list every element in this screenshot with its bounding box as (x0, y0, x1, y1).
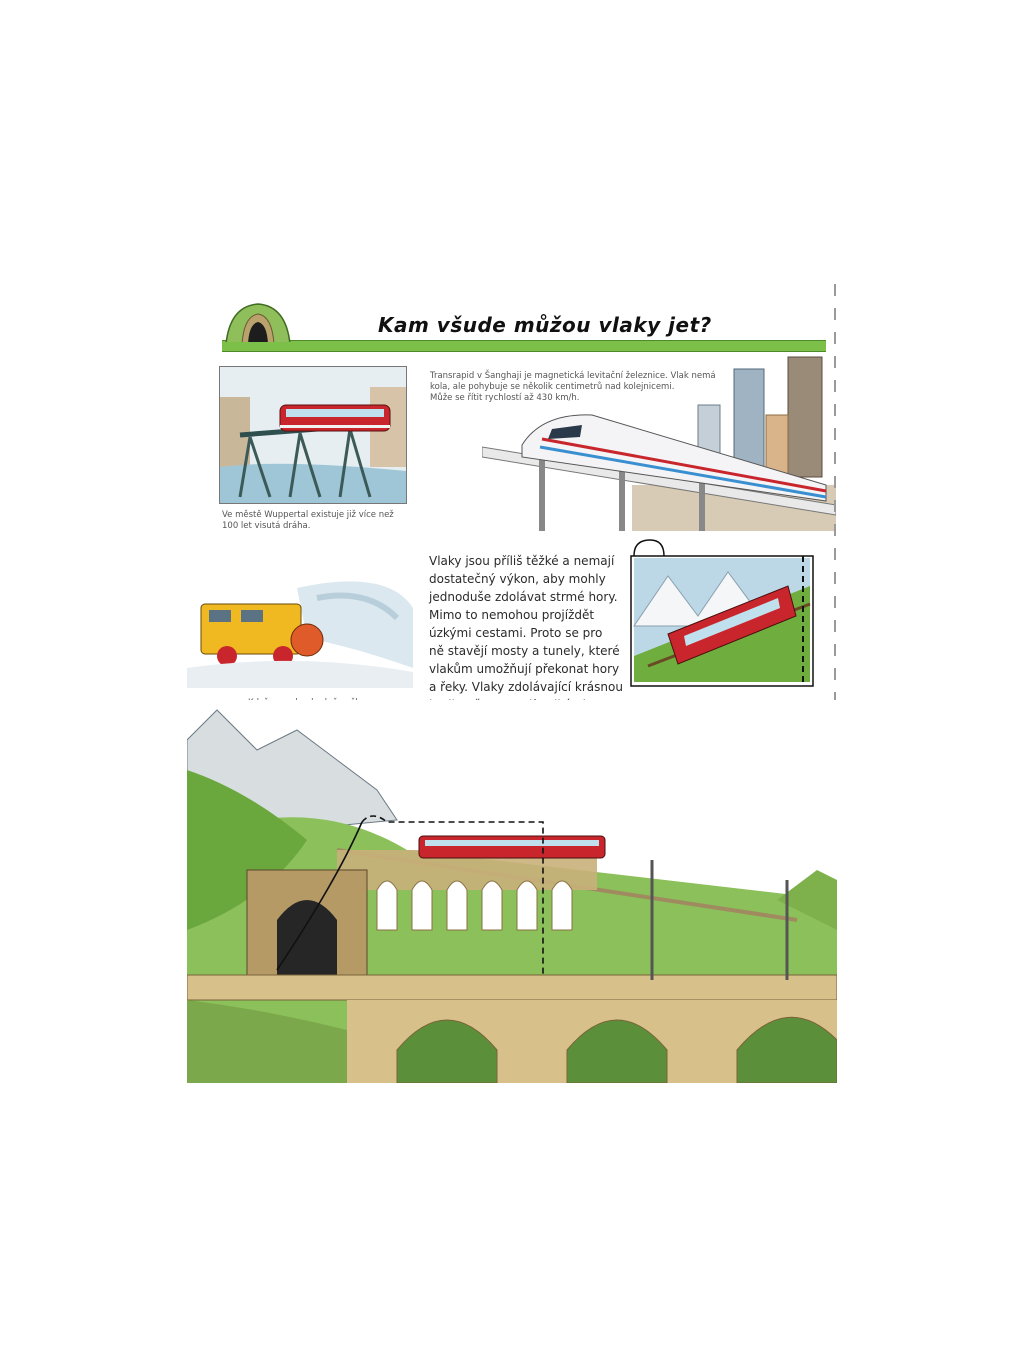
paragraph-line: Vlaky jsou příliš těžké a nemají (429, 554, 615, 568)
page-title: Kam všude můžou vlaky jet? (378, 313, 712, 337)
caption-line: Transrapid v Šanghaji je magnetická levitační železnice. Vlak nemá (430, 371, 716, 381)
paragraph-line: dostatečný výkon, aby mohly (429, 572, 606, 586)
tunnel-icon (222, 300, 294, 348)
wuppertal-suspension-railway-illustration (219, 366, 407, 504)
wuppertal-caption (222, 510, 394, 532)
caption-line: Může se řítit rychlostí až 430 km/h. (430, 393, 580, 403)
caption-line: 100 let visutá dráha. (222, 521, 311, 531)
paragraph-line: vlakům umožňují překonat hory (429, 662, 620, 676)
rack-railway-flap-illustration[interactable] (628, 536, 816, 690)
paragraph-line: ně stavějí mosty a tunely, které (429, 644, 620, 658)
caption-line: kola, ale pohybuje se několik centimetrů nad kolejnicemi. (430, 382, 675, 392)
snow-plough-illustration (187, 568, 413, 688)
paragraph-line: Mimo to nemohou projíždět (429, 608, 595, 622)
caption-line: Ve městě Wuppertal existuje již více než (222, 510, 394, 520)
paragraph-line: a řeky. Vlaky zdolávající krásnou (429, 680, 623, 694)
paragraph-line: úzkými cestami. Proto se pro (429, 626, 603, 640)
paragraph-line: jednoduše zdolávat strmé hory. (429, 590, 618, 604)
transrapid-maglev-illustration (482, 355, 836, 531)
title-bar (222, 340, 826, 352)
mountain-viaduct-landscape-illustration (187, 700, 837, 1083)
